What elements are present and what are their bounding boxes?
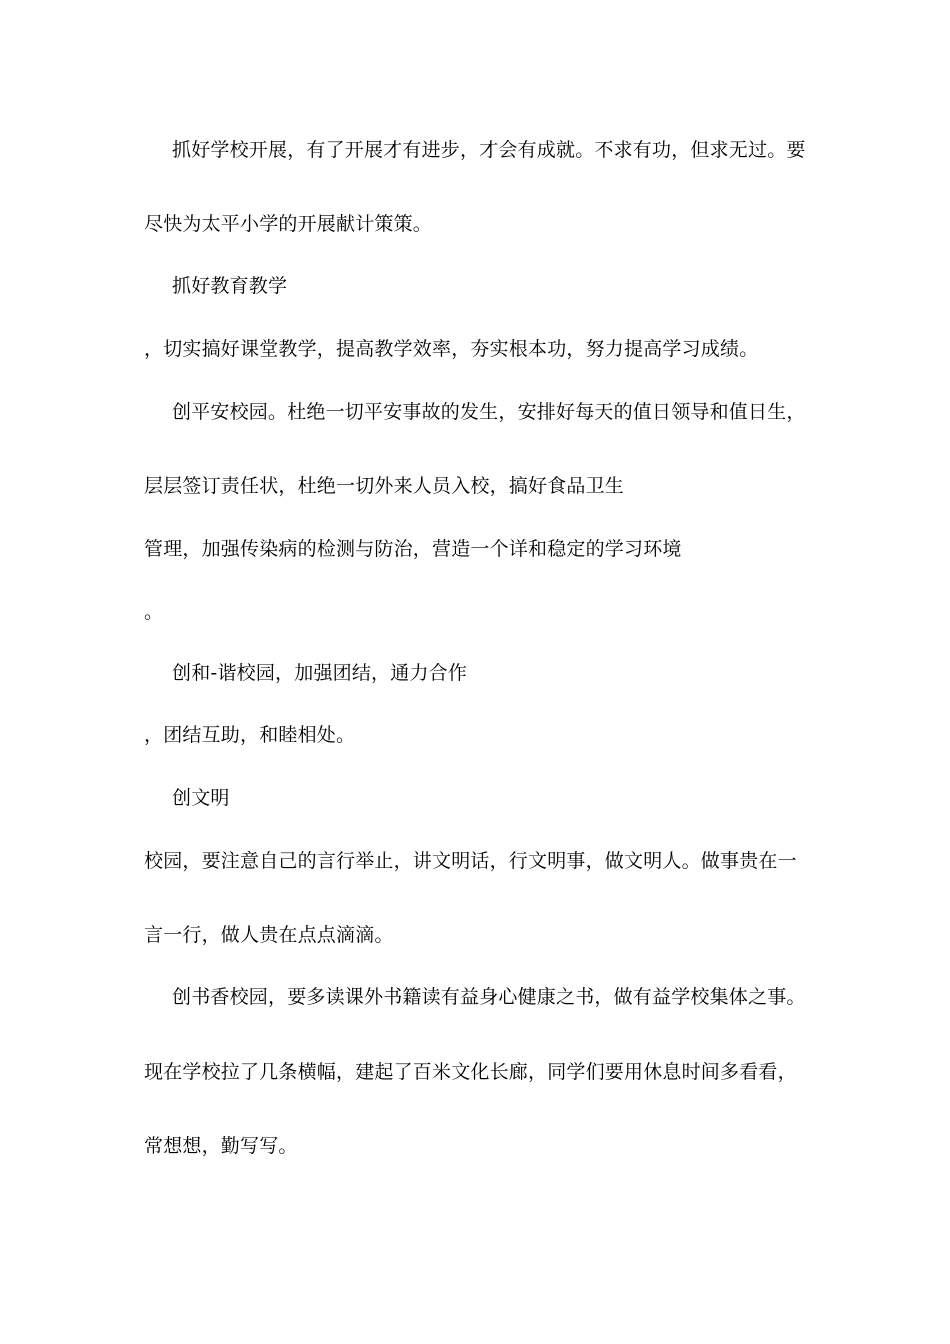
paragraph-line: 尽快为太平小学的开展献计策策。 — [144, 213, 433, 235]
paragraph-line: 言一行，做人贵在点点滴滴。 — [144, 924, 394, 946]
paragraph-line: 校园，要注意自己的言行举止，讲文明话，行文明事，做文明人。做事贵在一 — [144, 850, 797, 872]
paragraph-line: 抓好教育教学 — [172, 275, 288, 297]
paragraph-line: 创和-谐校园，加强团结，通力合作 — [172, 662, 468, 684]
paragraph-line: 管理，加强传染病的检测与防治，营造一个详和稳定的学习环境 — [144, 538, 682, 560]
paragraph-line: 常想想，勤写写。 — [144, 1135, 298, 1157]
paragraph-line: 创文明 — [172, 787, 230, 809]
paragraph-line: 现在学校拉了几条横幅，建起了百米文化长廊，同学们要用休息时间多看看， — [144, 1061, 797, 1083]
paragraph-line: ，切实搞好课堂教学，提高教学效率，夯实根本功，努力提高学习成绩。 — [144, 338, 759, 360]
paragraph-line: 。 — [144, 601, 164, 623]
paragraph-line: 创平安校园。杜绝一切平安事故的发生，安排好每天的值日领导和值日生， — [172, 401, 806, 423]
paragraph-line: 抓好学校开展，有了开展才有进步，才会有成就。不求有功，但求无过。要 — [172, 139, 806, 161]
paragraph-line: 创书香校园，要多读课外书籍读有益身心健康之书，做有益学校集体之事。 — [172, 986, 806, 1008]
paragraph-line: ，团结互助，和睦相处。 — [144, 724, 356, 746]
paragraph-line: 层层签订责任状，杜绝一切外来人员入校，搞好食品卫生 — [144, 475, 625, 497]
